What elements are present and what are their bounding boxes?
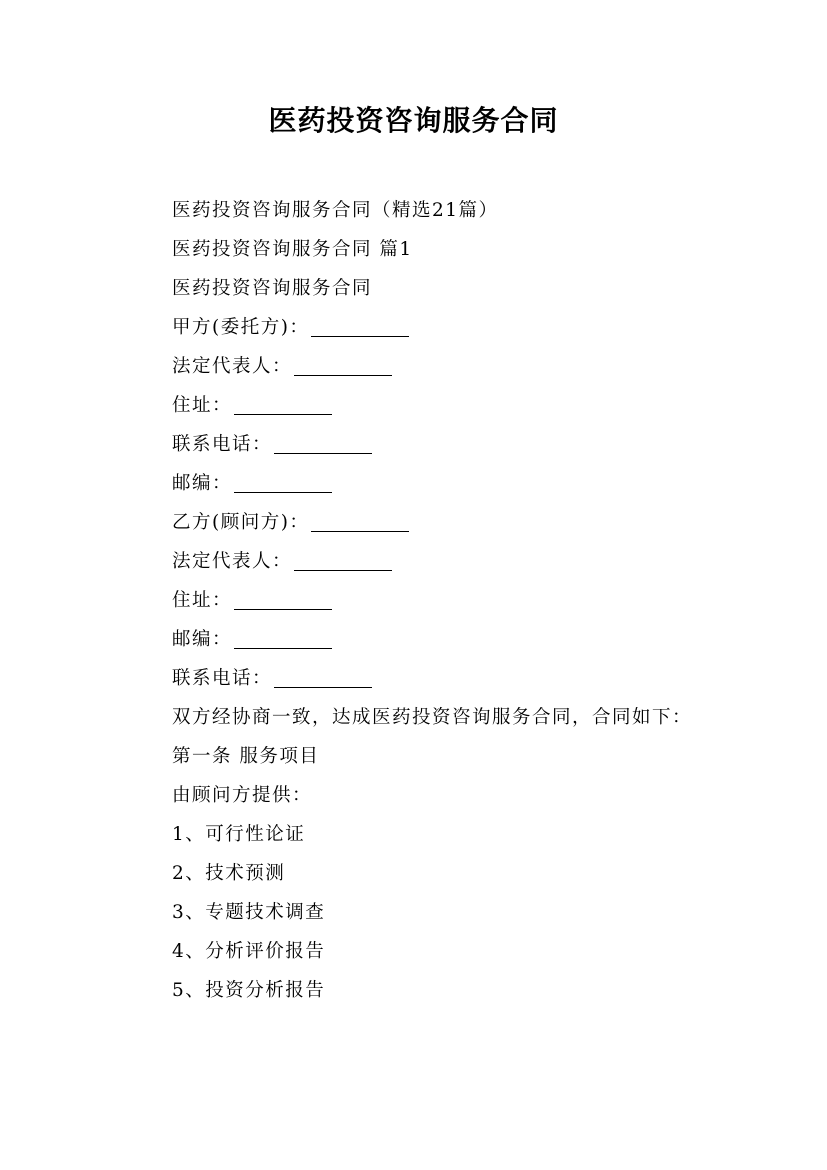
party-b-addr-line <box>126 581 706 620</box>
contract-name: 医药投资咨询服务合同 <box>172 278 373 299</box>
list-item: 2、技术预测 <box>172 863 286 884</box>
party-a-phone-line <box>126 425 706 464</box>
party-a-rep-line <box>126 347 706 386</box>
party-b-phone-blank <box>274 665 372 688</box>
party-b-phone-label: 联系电话： <box>172 668 273 689</box>
list-item: 4、分析评价报告 <box>172 941 326 962</box>
party-a-zip-blank <box>234 470 332 493</box>
party-b-addr-blank <box>234 587 332 610</box>
party-a-addr-blank <box>234 392 332 415</box>
party-b-blank <box>311 509 409 532</box>
party-b-rep-label: 法定代表人： <box>172 551 293 572</box>
party-a-zip-label: 邮编： <box>172 473 233 494</box>
party-b-rep-blank <box>294 548 392 571</box>
party-a-label: 甲方(委托方)： <box>172 317 310 338</box>
party-a-line <box>126 308 706 347</box>
provided-by-text: 由顾问方提供： <box>172 785 313 806</box>
party-b-line <box>126 503 706 542</box>
document-body <box>126 191 706 1010</box>
party-b-phone-line <box>126 659 706 698</box>
list-item: 1、可行性论证 <box>172 824 306 845</box>
party-a-addr-line <box>126 386 706 425</box>
party-a-phone-label: 联系电话： <box>172 434 273 455</box>
party-a-addr-label: 住址： <box>172 395 233 416</box>
list-item: 5、投资分析报告 <box>172 980 326 1001</box>
article-heading: 第一条 服务项目 <box>172 746 320 767</box>
party-a-zip-line <box>126 464 706 503</box>
list-item: 3、专题技术调查 <box>172 902 326 923</box>
document-title: 医药投资咨询服务合同 <box>268 104 559 137</box>
party-b-zip-line <box>126 620 706 659</box>
party-a-blank <box>311 314 409 337</box>
party-a-phone-blank <box>274 431 372 454</box>
party-b-zip-blank <box>234 626 332 649</box>
party-b-addr-label: 住址： <box>172 590 233 611</box>
party-a-rep-label: 法定代表人： <box>172 356 293 377</box>
party-b-label: 乙方(顾问方)： <box>172 512 310 533</box>
party-b-zip-label: 邮编： <box>172 629 233 650</box>
party-b-rep-line <box>126 542 706 581</box>
contract-section-heading: 医药投资咨询服务合同 篇1 <box>172 239 413 260</box>
agreement-paragraph: 双方经协商一致，达成医药投资咨询服务合同，合同如下： <box>172 707 693 728</box>
contract-heading: 医药投资咨询服务合同（精选21篇） <box>172 200 499 221</box>
party-a-rep-blank <box>294 353 392 376</box>
